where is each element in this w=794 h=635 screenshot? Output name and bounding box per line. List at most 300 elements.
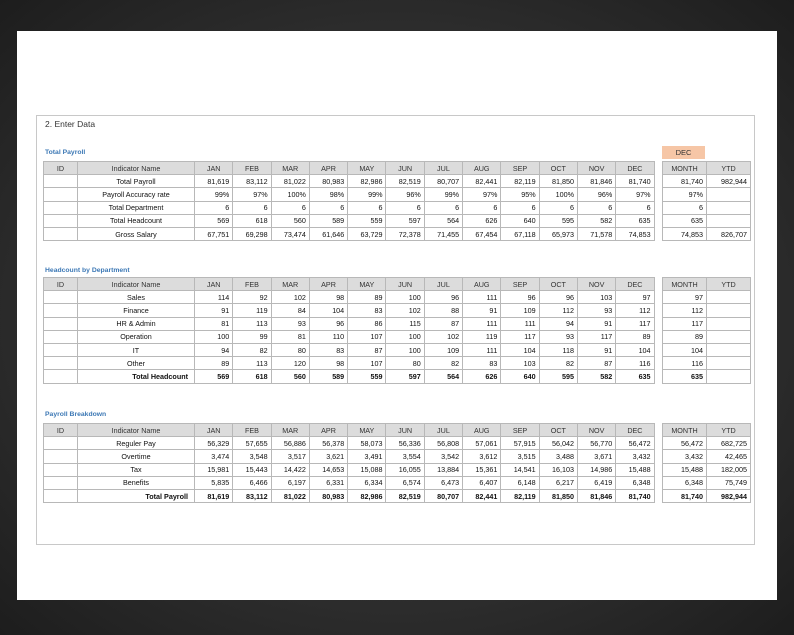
value-cell-oct[interactable]: 56,042 bbox=[539, 437, 577, 450]
value-cell-mar[interactable]: 6,197 bbox=[271, 476, 309, 489]
value-cell-jan[interactable]: 56,329 bbox=[195, 437, 233, 450]
value-cell-aug[interactable]: 6,407 bbox=[463, 476, 501, 489]
column-header-month: MONTH bbox=[663, 278, 707, 291]
value-cell-jul[interactable]: 71,455 bbox=[424, 227, 462, 240]
id-cell[interactable] bbox=[44, 304, 78, 317]
value-cell-jul[interactable]: 96 bbox=[424, 291, 462, 304]
value-cell-aug[interactable]: 6 bbox=[463, 201, 501, 214]
value-cell-nov[interactable]: 582 bbox=[577, 214, 615, 227]
column-header-id: ID bbox=[44, 162, 78, 175]
value-cell-jun[interactable]: 82,519 bbox=[386, 175, 424, 188]
indicator-name-cell: Payroll Accuracy rate bbox=[78, 188, 195, 201]
indicator-name-cell: Operation bbox=[78, 330, 195, 343]
value-cell-apr[interactable]: 589 bbox=[309, 370, 347, 383]
data-row bbox=[44, 227, 655, 240]
value-cell-sep[interactable]: 14,541 bbox=[501, 463, 539, 476]
value-cell-sep[interactable]: 57,915 bbox=[501, 437, 539, 450]
indicator-name-cell: Benefits bbox=[78, 476, 195, 489]
value-cell-nov[interactable]: 117 bbox=[577, 330, 615, 343]
value-cell-may[interactable]: 63,729 bbox=[348, 227, 386, 240]
value-cell-jul[interactable]: 82 bbox=[424, 357, 462, 370]
column-header-jul: JUL bbox=[424, 162, 462, 175]
value-cell-jan[interactable]: 100 bbox=[195, 330, 233, 343]
value-cell-dec[interactable]: 15,488 bbox=[616, 463, 654, 476]
value-cell-jan[interactable]: 569 bbox=[195, 370, 233, 383]
value-cell-nov[interactable]: 91 bbox=[577, 317, 615, 330]
value-cell-apr[interactable]: 98 bbox=[309, 291, 347, 304]
column-header-sep: SEP bbox=[501, 162, 539, 175]
value-cell-mar[interactable]: 102 bbox=[271, 291, 309, 304]
data-row bbox=[44, 201, 655, 214]
value-cell-mar[interactable]: 120 bbox=[271, 357, 309, 370]
value-cell-aug[interactable]: 67,454 bbox=[463, 227, 501, 240]
value-cell-mar[interactable]: 100% bbox=[271, 188, 309, 201]
indicator-name-cell: Sales bbox=[78, 291, 195, 304]
value-cell-jun[interactable]: 56,336 bbox=[386, 437, 424, 450]
data-row bbox=[44, 330, 655, 343]
value-cell-dec[interactable]: 3,432 bbox=[616, 450, 654, 463]
summary-row bbox=[663, 343, 751, 356]
value-cell-jul[interactable]: 3,542 bbox=[424, 450, 462, 463]
value-cell-jul[interactable]: 80,707 bbox=[424, 175, 462, 188]
value-cell-feb[interactable]: 3,548 bbox=[233, 450, 271, 463]
value-cell-oct[interactable]: 94 bbox=[539, 317, 577, 330]
value-cell-jan[interactable]: 81,619 bbox=[195, 489, 233, 502]
value-cell-oct[interactable]: 81,850 bbox=[539, 175, 577, 188]
value-cell-jan[interactable]: 81,619 bbox=[195, 175, 233, 188]
value-cell-jul[interactable]: 6,473 bbox=[424, 476, 462, 489]
value-cell-apr[interactable]: 6 bbox=[309, 201, 347, 214]
month-value-cell: 81,740 bbox=[663, 489, 707, 502]
value-cell-jan[interactable]: 569 bbox=[195, 214, 233, 227]
value-cell-dec[interactable]: 112 bbox=[616, 304, 654, 317]
value-cell-apr[interactable]: 80,983 bbox=[309, 489, 347, 502]
month-value-cell: 117 bbox=[663, 317, 707, 330]
value-cell-jul[interactable]: 13,884 bbox=[424, 463, 462, 476]
value-cell-dec[interactable]: 635 bbox=[616, 214, 654, 227]
value-cell-apr[interactable]: 56,378 bbox=[309, 437, 347, 450]
value-cell-sep[interactable]: 82,119 bbox=[501, 175, 539, 188]
value-cell-nov[interactable]: 6 bbox=[577, 201, 615, 214]
month-value-cell: 89 bbox=[663, 330, 707, 343]
value-cell-jul[interactable]: 56,808 bbox=[424, 437, 462, 450]
value-cell-jun[interactable]: 6 bbox=[386, 201, 424, 214]
value-cell-sep[interactable]: 6,148 bbox=[501, 476, 539, 489]
value-cell-may[interactable]: 82,986 bbox=[348, 175, 386, 188]
value-cell-aug[interactable]: 83 bbox=[463, 357, 501, 370]
value-cell-jul[interactable]: 564 bbox=[424, 370, 462, 383]
indicator-name-cell: Finance bbox=[78, 304, 195, 317]
value-cell-nov[interactable]: 3,671 bbox=[577, 450, 615, 463]
section-title-total-payroll: Total Payroll bbox=[45, 149, 86, 156]
value-cell-oct[interactable]: 3,488 bbox=[539, 450, 577, 463]
value-cell-mar[interactable]: 6 bbox=[271, 201, 309, 214]
value-cell-feb[interactable]: 618 bbox=[233, 370, 271, 383]
id-cell[interactable] bbox=[44, 188, 78, 201]
value-cell-jun[interactable]: 6,574 bbox=[386, 476, 424, 489]
value-cell-feb[interactable]: 6,466 bbox=[233, 476, 271, 489]
id-cell[interactable] bbox=[44, 357, 78, 370]
ytd-value-cell: 982,944 bbox=[707, 175, 751, 188]
id-cell[interactable] bbox=[44, 450, 78, 463]
column-header-mar: MAR bbox=[271, 424, 309, 437]
ytd-value-cell: 826,707 bbox=[707, 227, 751, 240]
value-cell-mar[interactable]: 56,886 bbox=[271, 437, 309, 450]
value-cell-aug[interactable]: 15,361 bbox=[463, 463, 501, 476]
value-cell-sep[interactable]: 6 bbox=[501, 201, 539, 214]
column-header-jan: JAN bbox=[195, 162, 233, 175]
value-cell-jun[interactable]: 80 bbox=[386, 357, 424, 370]
column-header-aug: AUG bbox=[463, 424, 501, 437]
ytd-value-cell: 682,725 bbox=[707, 437, 751, 450]
value-cell-mar[interactable]: 3,517 bbox=[271, 450, 309, 463]
value-cell-jan[interactable]: 99% bbox=[195, 188, 233, 201]
column-header-dec: DEC bbox=[616, 278, 654, 291]
indicator-name-cell: Other bbox=[78, 357, 195, 370]
column-header-jul: JUL bbox=[424, 278, 462, 291]
value-cell-mar[interactable]: 14,422 bbox=[271, 463, 309, 476]
value-cell-oct[interactable]: 16,103 bbox=[539, 463, 577, 476]
summary-row bbox=[663, 201, 751, 214]
value-cell-jun[interactable]: 3,554 bbox=[386, 450, 424, 463]
month-value-cell: 116 bbox=[663, 357, 707, 370]
value-cell-nov[interactable]: 103 bbox=[577, 291, 615, 304]
summary-row bbox=[663, 291, 751, 304]
value-cell-feb[interactable]: 69,298 bbox=[233, 227, 271, 240]
column-header-feb: FEB bbox=[233, 424, 271, 437]
value-cell-nov[interactable]: 81,846 bbox=[577, 489, 615, 502]
value-cell-jun[interactable]: 100 bbox=[386, 330, 424, 343]
value-cell-jun[interactable]: 16,055 bbox=[386, 463, 424, 476]
header-row bbox=[44, 162, 655, 175]
value-cell-may[interactable]: 6 bbox=[348, 201, 386, 214]
value-cell-oct[interactable]: 81,850 bbox=[539, 489, 577, 502]
value-cell-may[interactable]: 107 bbox=[348, 357, 386, 370]
value-cell-jul[interactable]: 109 bbox=[424, 343, 462, 356]
value-cell-nov[interactable]: 87 bbox=[577, 357, 615, 370]
id-cell[interactable] bbox=[44, 201, 78, 214]
value-cell-dec[interactable]: 81,740 bbox=[616, 489, 654, 502]
value-cell-mar[interactable]: 84 bbox=[271, 304, 309, 317]
column-header-sep: SEP bbox=[501, 278, 539, 291]
value-cell-mar[interactable]: 81,022 bbox=[271, 175, 309, 188]
value-cell-oct[interactable]: 6 bbox=[539, 201, 577, 214]
value-cell-nov[interactable]: 91 bbox=[577, 343, 615, 356]
value-cell-apr[interactable]: 83 bbox=[309, 343, 347, 356]
value-cell-feb[interactable]: 15,443 bbox=[233, 463, 271, 476]
column-header-dec: DEC bbox=[616, 162, 654, 175]
value-cell-apr[interactable]: 14,653 bbox=[309, 463, 347, 476]
total-row bbox=[44, 370, 655, 383]
value-cell-dec[interactable]: 81,740 bbox=[616, 175, 654, 188]
id-cell[interactable] bbox=[44, 437, 78, 450]
header-row bbox=[663, 424, 751, 437]
value-cell-may[interactable]: 15,088 bbox=[348, 463, 386, 476]
value-cell-sep[interactable]: 96 bbox=[501, 291, 539, 304]
value-cell-may[interactable]: 83 bbox=[348, 304, 386, 317]
value-cell-sep[interactable]: 103 bbox=[501, 357, 539, 370]
value-cell-dec[interactable]: 117 bbox=[616, 317, 654, 330]
column-header-month: MONTH bbox=[663, 424, 707, 437]
value-cell-jul[interactable]: 99% bbox=[424, 188, 462, 201]
column-header-apr: APR bbox=[309, 162, 347, 175]
ytd-value-cell bbox=[707, 304, 751, 317]
column-header-nov: NOV bbox=[577, 278, 615, 291]
value-cell-may[interactable]: 99% bbox=[348, 188, 386, 201]
id-cell[interactable] bbox=[44, 214, 78, 227]
value-cell-jun[interactable]: 82,519 bbox=[386, 489, 424, 502]
value-cell-oct[interactable]: 100% bbox=[539, 188, 577, 201]
value-cell-dec[interactable]: 56,472 bbox=[616, 437, 654, 450]
value-cell-jul[interactable]: 6 bbox=[424, 201, 462, 214]
value-cell-jun[interactable]: 597 bbox=[386, 214, 424, 227]
value-cell-dec[interactable]: 97 bbox=[616, 291, 654, 304]
value-cell-nov[interactable]: 6,419 bbox=[577, 476, 615, 489]
month-value-cell: 15,488 bbox=[663, 463, 707, 476]
column-header-jan: JAN bbox=[195, 424, 233, 437]
value-cell-feb[interactable]: 99 bbox=[233, 330, 271, 343]
value-cell-sep[interactable]: 104 bbox=[501, 343, 539, 356]
value-cell-apr[interactable]: 61,646 bbox=[309, 227, 347, 240]
value-cell-mar[interactable]: 80 bbox=[271, 343, 309, 356]
value-cell-sep[interactable]: 117 bbox=[501, 330, 539, 343]
value-cell-jul[interactable]: 88 bbox=[424, 304, 462, 317]
value-cell-jan[interactable]: 6 bbox=[195, 201, 233, 214]
value-cell-aug[interactable]: 111 bbox=[463, 317, 501, 330]
value-cell-mar[interactable]: 81 bbox=[271, 330, 309, 343]
value-cell-apr[interactable]: 3,621 bbox=[309, 450, 347, 463]
indicator-name-cell: Total Headcount bbox=[78, 214, 195, 227]
value-cell-nov[interactable]: 93 bbox=[577, 304, 615, 317]
value-cell-aug[interactable]: 111 bbox=[463, 343, 501, 356]
value-cell-jan[interactable]: 15,981 bbox=[195, 463, 233, 476]
value-cell-apr[interactable]: 98% bbox=[309, 188, 347, 201]
value-cell-dec[interactable]: 74,853 bbox=[616, 227, 654, 240]
value-cell-sep[interactable]: 640 bbox=[501, 214, 539, 227]
value-cell-nov[interactable]: 96% bbox=[577, 188, 615, 201]
value-cell-feb[interactable]: 119 bbox=[233, 304, 271, 317]
value-cell-aug[interactable]: 3,612 bbox=[463, 450, 501, 463]
value-cell-aug[interactable]: 57,061 bbox=[463, 437, 501, 450]
value-cell-aug[interactable]: 82,441 bbox=[463, 175, 501, 188]
id-cell[interactable] bbox=[44, 291, 78, 304]
value-cell-jun[interactable]: 597 bbox=[386, 370, 424, 383]
value-cell-feb[interactable]: 113 bbox=[233, 317, 271, 330]
value-cell-apr[interactable]: 80,983 bbox=[309, 175, 347, 188]
id-cell[interactable] bbox=[44, 330, 78, 343]
value-cell-aug[interactable]: 119 bbox=[463, 330, 501, 343]
ytd-value-cell: 42,465 bbox=[707, 450, 751, 463]
summary-total-row bbox=[663, 489, 751, 502]
data-row bbox=[44, 214, 655, 227]
value-cell-sep[interactable]: 3,515 bbox=[501, 450, 539, 463]
value-cell-jan[interactable]: 67,751 bbox=[195, 227, 233, 240]
value-cell-aug[interactable]: 626 bbox=[463, 214, 501, 227]
ytd-value-cell: 75,749 bbox=[707, 476, 751, 489]
month-value-cell: 112 bbox=[663, 304, 707, 317]
column-header-indicator: Indicator Name bbox=[78, 278, 195, 291]
value-cell-dec[interactable]: 104 bbox=[616, 343, 654, 356]
value-cell-jun[interactable]: 100 bbox=[386, 291, 424, 304]
month-value-cell: 635 bbox=[663, 370, 707, 383]
column-header-feb: FEB bbox=[233, 162, 271, 175]
value-cell-oct[interactable]: 595 bbox=[539, 370, 577, 383]
value-cell-mar[interactable]: 560 bbox=[271, 214, 309, 227]
value-cell-nov[interactable]: 582 bbox=[577, 370, 615, 383]
payroll-breakdown-summary-table bbox=[662, 423, 751, 503]
value-cell-oct[interactable]: 118 bbox=[539, 343, 577, 356]
id-cell[interactable] bbox=[44, 370, 78, 383]
id-cell[interactable] bbox=[44, 227, 78, 240]
value-cell-may[interactable]: 86 bbox=[348, 317, 386, 330]
id-cell[interactable] bbox=[44, 489, 78, 502]
value-cell-jan[interactable]: 91 bbox=[195, 304, 233, 317]
value-cell-feb[interactable]: 113 bbox=[233, 357, 271, 370]
value-cell-apr[interactable]: 96 bbox=[309, 317, 347, 330]
value-cell-mar[interactable]: 560 bbox=[271, 370, 309, 383]
id-cell[interactable] bbox=[44, 343, 78, 356]
value-cell-sep[interactable]: 111 bbox=[501, 317, 539, 330]
value-cell-jan[interactable]: 89 bbox=[195, 357, 233, 370]
value-cell-aug[interactable]: 82,441 bbox=[463, 489, 501, 502]
ytd-value-cell bbox=[707, 291, 751, 304]
document-page bbox=[17, 31, 777, 600]
value-cell-sep[interactable]: 109 bbox=[501, 304, 539, 317]
value-cell-mar[interactable]: 93 bbox=[271, 317, 309, 330]
panel-title: 2. Enter Data bbox=[45, 119, 96, 129]
value-cell-nov[interactable]: 81,846 bbox=[577, 175, 615, 188]
month-value-cell: 81,740 bbox=[663, 175, 707, 188]
value-cell-may[interactable]: 82,986 bbox=[348, 489, 386, 502]
id-cell[interactable] bbox=[44, 463, 78, 476]
value-cell-may[interactable]: 6,334 bbox=[348, 476, 386, 489]
value-cell-jan[interactable]: 5,835 bbox=[195, 476, 233, 489]
value-cell-jul[interactable]: 80,707 bbox=[424, 489, 462, 502]
indicator-name-cell: Reguler Pay bbox=[78, 437, 195, 450]
value-cell-nov[interactable]: 71,578 bbox=[577, 227, 615, 240]
value-cell-apr[interactable]: 104 bbox=[309, 304, 347, 317]
value-cell-may[interactable]: 58,073 bbox=[348, 437, 386, 450]
value-cell-feb[interactable]: 82 bbox=[233, 343, 271, 356]
column-header-id: ID bbox=[44, 278, 78, 291]
value-cell-sep[interactable]: 95% bbox=[501, 188, 539, 201]
value-cell-jun[interactable]: 72,378 bbox=[386, 227, 424, 240]
value-cell-may[interactable]: 559 bbox=[348, 370, 386, 383]
value-cell-feb[interactable]: 92 bbox=[233, 291, 271, 304]
value-cell-feb[interactable]: 618 bbox=[233, 214, 271, 227]
data-row bbox=[44, 188, 655, 201]
value-cell-sep[interactable]: 640 bbox=[501, 370, 539, 383]
data-row bbox=[44, 357, 655, 370]
value-cell-oct[interactable]: 65,973 bbox=[539, 227, 577, 240]
value-cell-feb[interactable]: 83,112 bbox=[233, 175, 271, 188]
indicator-name-cell: Total Headcount bbox=[78, 370, 195, 383]
summary-row bbox=[663, 437, 751, 450]
indicator-name-cell: Tax bbox=[78, 463, 195, 476]
value-cell-feb[interactable]: 57,655 bbox=[233, 437, 271, 450]
value-cell-nov[interactable]: 56,770 bbox=[577, 437, 615, 450]
value-cell-oct[interactable]: 93 bbox=[539, 330, 577, 343]
value-cell-aug[interactable]: 97% bbox=[463, 188, 501, 201]
value-cell-feb[interactable]: 83,112 bbox=[233, 489, 271, 502]
value-cell-nov[interactable]: 14,986 bbox=[577, 463, 615, 476]
value-cell-mar[interactable]: 81,022 bbox=[271, 489, 309, 502]
value-cell-jun[interactable]: 100 bbox=[386, 343, 424, 356]
indicator-name-cell: HR & Admin bbox=[78, 317, 195, 330]
value-cell-dec[interactable]: 97% bbox=[616, 188, 654, 201]
value-cell-aug[interactable]: 111 bbox=[463, 291, 501, 304]
column-header-may: MAY bbox=[348, 278, 386, 291]
value-cell-may[interactable]: 559 bbox=[348, 214, 386, 227]
value-cell-jan[interactable]: 81 bbox=[195, 317, 233, 330]
summary-row bbox=[663, 214, 751, 227]
value-cell-mar[interactable]: 73,474 bbox=[271, 227, 309, 240]
value-cell-may[interactable]: 107 bbox=[348, 330, 386, 343]
value-cell-may[interactable]: 87 bbox=[348, 343, 386, 356]
value-cell-sep[interactable]: 82,119 bbox=[501, 489, 539, 502]
value-cell-jan[interactable]: 114 bbox=[195, 291, 233, 304]
column-header-jan: JAN bbox=[195, 278, 233, 291]
month-value-cell: 6,348 bbox=[663, 476, 707, 489]
id-cell[interactable] bbox=[44, 175, 78, 188]
data-row bbox=[44, 450, 655, 463]
value-cell-oct[interactable]: 595 bbox=[539, 214, 577, 227]
value-cell-jun[interactable]: 115 bbox=[386, 317, 424, 330]
value-cell-apr[interactable]: 98 bbox=[309, 357, 347, 370]
value-cell-apr[interactable]: 110 bbox=[309, 330, 347, 343]
header-row bbox=[44, 424, 655, 437]
value-cell-jun[interactable]: 96% bbox=[386, 188, 424, 201]
value-cell-aug[interactable]: 91 bbox=[463, 304, 501, 317]
value-cell-apr[interactable]: 6,331 bbox=[309, 476, 347, 489]
month-value-cell: 635 bbox=[663, 214, 707, 227]
value-cell-oct[interactable]: 112 bbox=[539, 304, 577, 317]
value-cell-feb[interactable]: 97% bbox=[233, 188, 271, 201]
id-cell[interactable] bbox=[44, 476, 78, 489]
value-cell-oct[interactable]: 82 bbox=[539, 357, 577, 370]
data-row bbox=[44, 317, 655, 330]
column-header-mar: MAR bbox=[271, 162, 309, 175]
value-cell-dec[interactable]: 6,348 bbox=[616, 476, 654, 489]
summary-total-row bbox=[663, 370, 751, 383]
headcount-table bbox=[43, 277, 655, 384]
value-cell-feb[interactable]: 6 bbox=[233, 201, 271, 214]
value-cell-jul[interactable]: 87 bbox=[424, 317, 462, 330]
value-cell-jun[interactable]: 102 bbox=[386, 304, 424, 317]
ytd-value-cell bbox=[707, 343, 751, 356]
value-cell-dec[interactable]: 89 bbox=[616, 330, 654, 343]
value-cell-may[interactable]: 3,491 bbox=[348, 450, 386, 463]
value-cell-aug[interactable]: 626 bbox=[463, 370, 501, 383]
value-cell-jul[interactable]: 102 bbox=[424, 330, 462, 343]
value-cell-apr[interactable]: 589 bbox=[309, 214, 347, 227]
payroll-breakdown-table bbox=[43, 423, 655, 503]
value-cell-dec[interactable]: 116 bbox=[616, 357, 654, 370]
value-cell-oct[interactable]: 6,217 bbox=[539, 476, 577, 489]
id-cell[interactable] bbox=[44, 317, 78, 330]
value-cell-jan[interactable]: 94 bbox=[195, 343, 233, 356]
header-row bbox=[663, 162, 751, 175]
column-header-oct: OCT bbox=[539, 162, 577, 175]
value-cell-jan[interactable]: 3,474 bbox=[195, 450, 233, 463]
value-cell-jul[interactable]: 564 bbox=[424, 214, 462, 227]
value-cell-dec[interactable]: 635 bbox=[616, 370, 654, 383]
value-cell-sep[interactable]: 67,118 bbox=[501, 227, 539, 240]
month-value-cell: 74,853 bbox=[663, 227, 707, 240]
value-cell-may[interactable]: 89 bbox=[348, 291, 386, 304]
value-cell-oct[interactable]: 96 bbox=[539, 291, 577, 304]
value-cell-dec[interactable]: 6 bbox=[616, 201, 654, 214]
